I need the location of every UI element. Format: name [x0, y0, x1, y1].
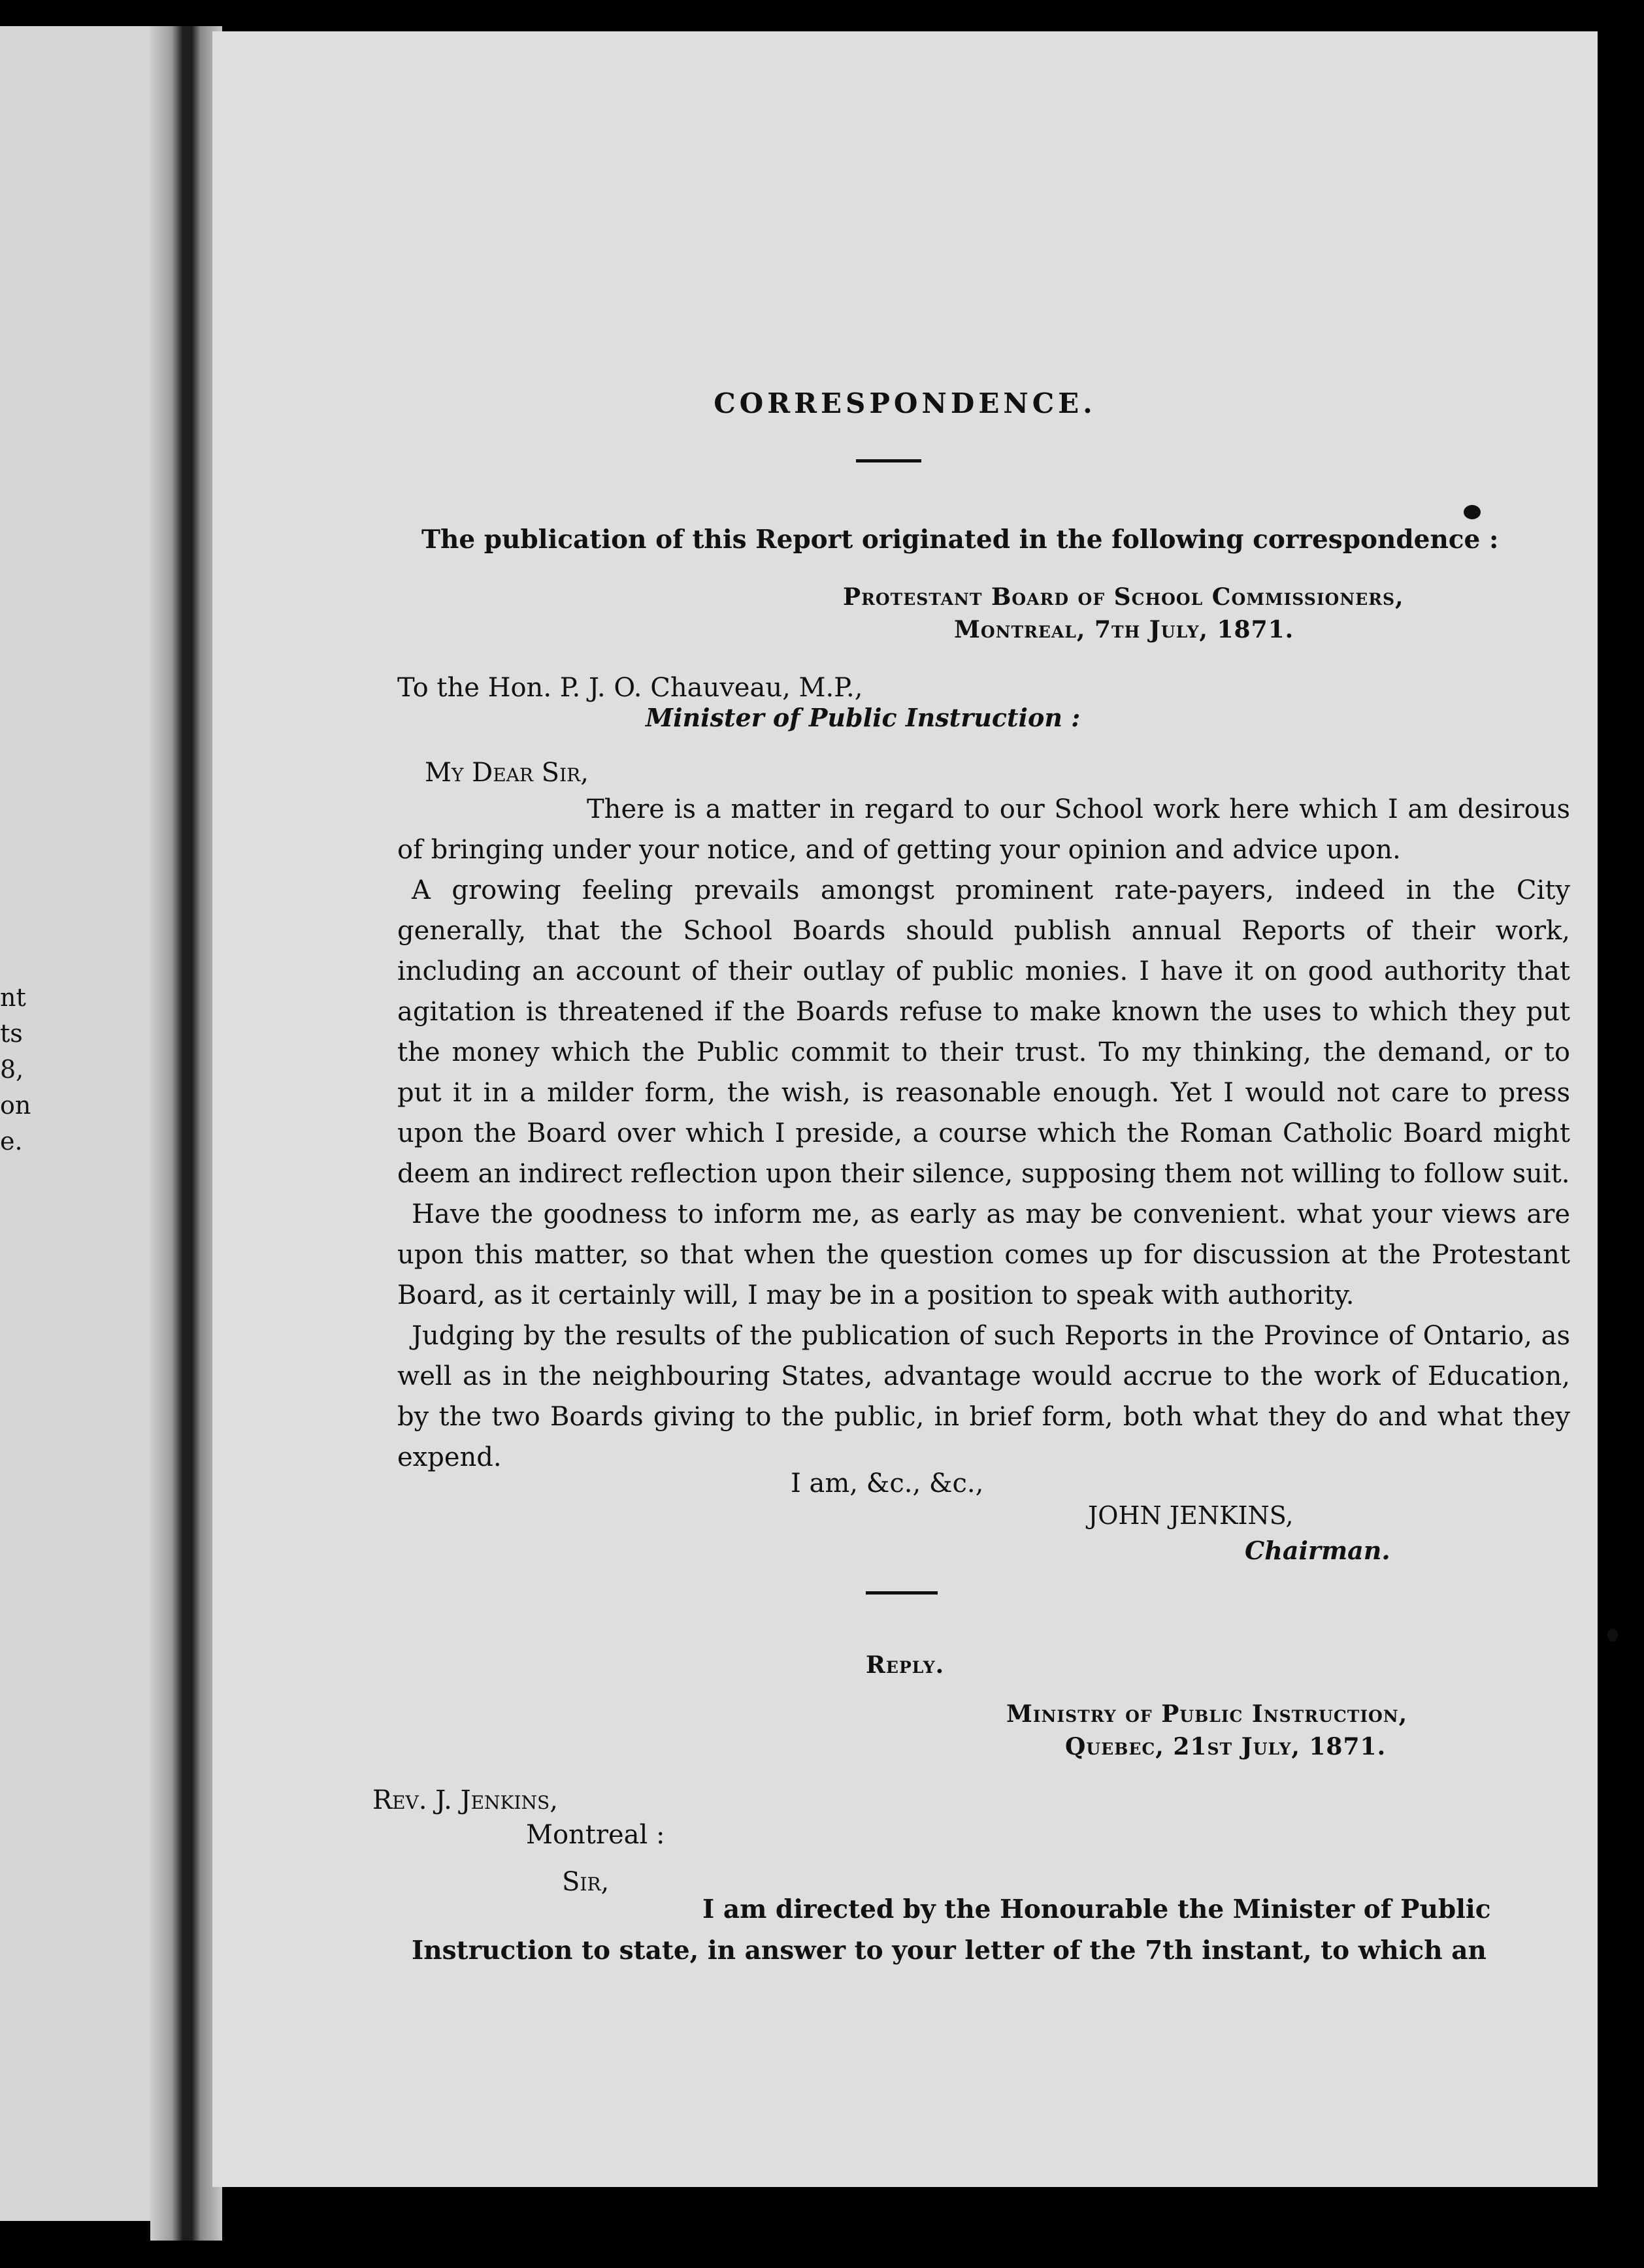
letter1-place-date: Montreal, 7th July, 1871. — [954, 616, 1294, 643]
reply-place-date: Quebec, 21st July, 1871. — [1065, 1733, 1387, 1760]
letter1-paragraph: Judging by the results of the publication of such Reports in the Province of Ontario, as well as in the neighbouring States, advantage would accrue to the work of Education, by the two Boards giving to the public, in brief form, both what they do and what they expend. — [397, 1321, 1570, 1472]
letter1-body — [397, 789, 1570, 1478]
adjacent-fragment: 8, — [0, 1055, 24, 1084]
reply-line: Instruction to state, in answer to your letter of the 7th instant, to which an — [412, 1936, 1487, 1966]
page-heading: CORRESPONDENCE. — [714, 387, 1096, 419]
letter1-paragraph: There is a matter in regard to our School work here which I am desirous of bringing under your notice, and of getting your opinion and advice upon. — [397, 794, 1570, 865]
ink-speck — [1464, 505, 1481, 519]
adjacent-fragment: nt — [0, 983, 26, 1012]
heading-rule — [856, 459, 921, 462]
intro-line: The publication of this Report originated in the following correspondence : — [421, 525, 1499, 555]
reply-sender-org: Ministry of Public Instruction, — [1006, 1700, 1408, 1728]
adjacent-fragment: ts — [0, 1019, 23, 1048]
letter1-salutation: My Dear Sir, — [425, 758, 589, 788]
book-binding — [150, 26, 222, 2241]
letter1-signature: JOHN JENKINS, — [1088, 1501, 1294, 1530]
letter1-recipient: To the Hon. P. J. O. Chauveau, M.P., — [397, 673, 863, 703]
letter1-paragraph: Have the goodness to inform me, as early as may be convenient. what your views are upon this matter, so that when the question comes up for discussion at the Protestant Board, as it certainly will, I may be in a position to speak with authority. — [397, 1199, 1570, 1310]
adjacent-fragment: e. — [0, 1127, 23, 1156]
adjacent-page-text — [0, 980, 31, 1159]
reply-heading: Reply. — [866, 1651, 945, 1679]
reply-recipient: Rev. J. Jenkins, — [372, 1785, 558, 1815]
letter1-sender-org: Protestant Board of School Commissioners, — [843, 583, 1404, 611]
reply-line: I am directed by the Honourable the Minister of Public — [702, 1894, 1491, 1924]
letter1-signature-title: Chairman. — [1245, 1536, 1390, 1565]
letter1-recipient-title: Minister of Public Instruction : — [646, 703, 1081, 732]
document-page — [212, 31, 1598, 2187]
ink-speck — [1607, 1628, 1618, 1642]
letter1-paragraph: A growing feeling prevails amongst prominent rate-payers, indeed in the City generally, that the School Boards should publish annual Reports of their work, including an account of their outlay of public monies. I have it on good authority that agitation is threatened if the Boards refuse to make known the uses to which they put the money which the Public commit to their trust. To my thinking, the demand, or to put it in a milder form, the wish, is reasonable enough. Yet I would not care to press upon the Board over which I preside, a course which the Roman Catholic Board might deem an indirect reflection upon their silence, supposing them not willing to follow suit. — [397, 875, 1570, 1189]
section-rule — [866, 1591, 938, 1595]
reply-salutation: Sir, — [562, 1867, 610, 1897]
reply-recipient-place: Montreal : — [526, 1820, 665, 1850]
adjacent-fragment: on — [0, 1091, 31, 1120]
letter1-closing: I am, &c., &c., — [791, 1468, 984, 1498]
